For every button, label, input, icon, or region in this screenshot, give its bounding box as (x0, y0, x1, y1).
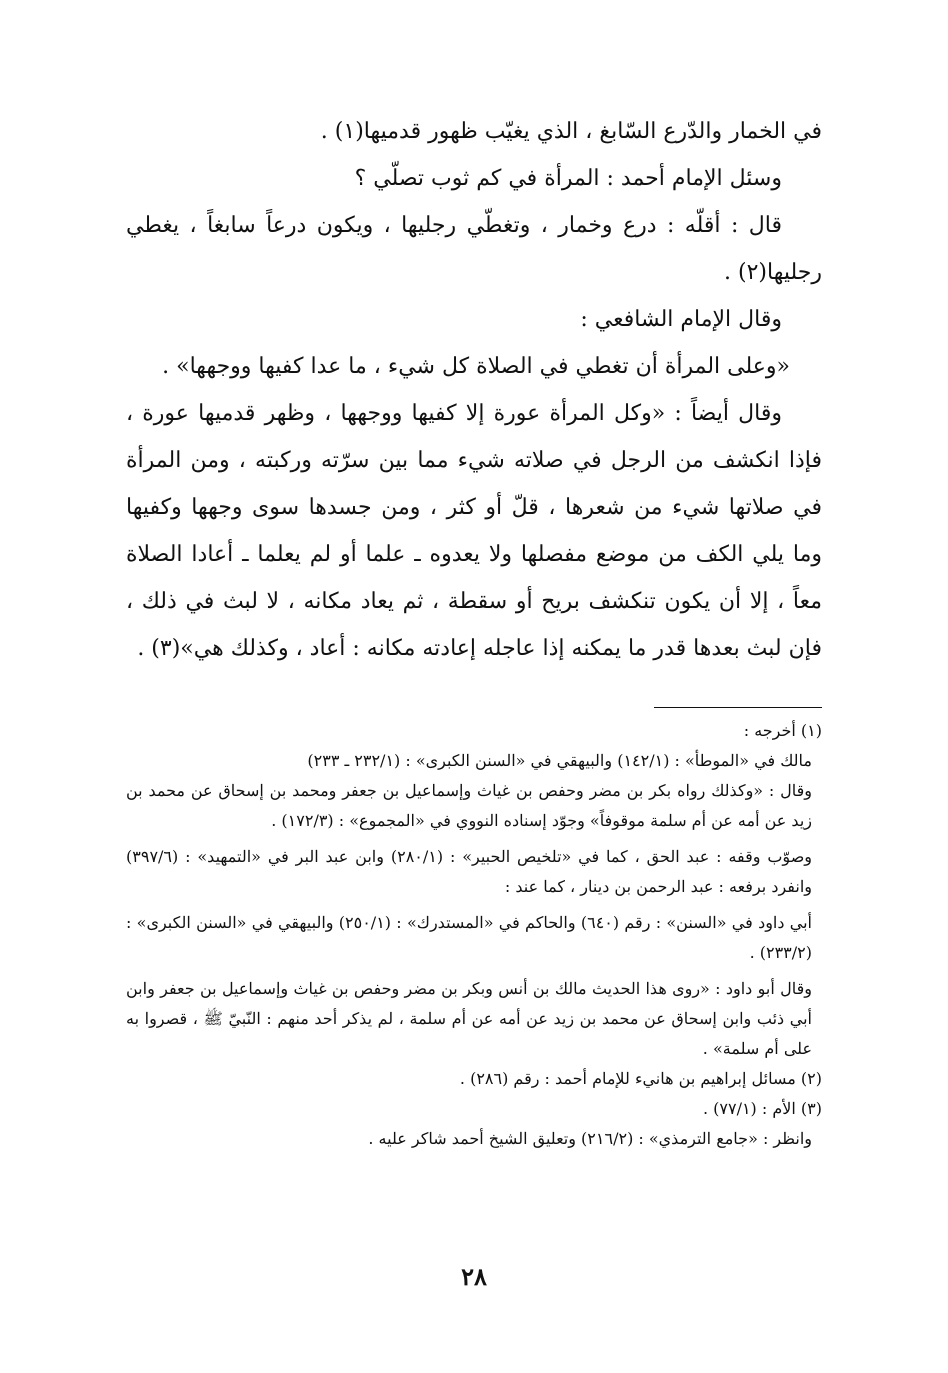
paragraph: قال : أقلّه : درع وخمار ، وتغطّي رجليها ، ويكون درعاً سابغاً ، يغطي رجليها(٢) . (126, 213, 822, 285)
footnote-line: وقال : «وكذلك رواه بكر بن مضر وحفص بن غياث وإسماعيل بن جعفر ومحمد بن إسحاق عن محمد بن زيد عن أمه عن أم سلمة موقوفاً» وجوّد إسناده النووي في «المجموع» : (١٧٢/٣) . (126, 781, 812, 830)
footnote-separator (654, 707, 822, 708)
quotation: «وعلى المرأة أن تغطي في الصلاة كل شيء ، ما عدا كفيها ووجهها» . (162, 354, 790, 379)
footnote-line: (٢) مسائل إبراهيم بن هانيء للإمام أحمد : رقم (٢٨٦) . (459, 1069, 822, 1088)
footnote-line: وقال أبو داود : «روى هذا الحديث مالك بن أنس وبكر بن مضر وحفص بن غياث وإسماعيل بن جعفر وابن أبي ذئب وابن إسحاق عن محمد بن زيد عن أمه عن أم سلمة ، لم يذكر أحد منهم : النّبيّ ﷺ ، قصروا به على أم سلمة» . (126, 979, 812, 1058)
footnote-line: مالك في «الموطأ» : (١٤٢/١) والبيهقي في «السنن الكبرى» : (٢٣٢/١ ـ ٢٣٣) (307, 751, 812, 770)
footnotes (126, 716, 822, 1154)
main-text (126, 108, 822, 672)
footnote-line: أبي داود في «السنن» : رقم (٦٤٠) والحاكم في «المستدرك» : (٢٥٠/١) والبيهقي في «السنن الكبرى» : (٢٣٣/٢) . (126, 913, 812, 962)
paragraph: وقال الإمام الشافعي : (580, 307, 782, 332)
footnote-line: وانظر : «جامع الترمذي» : (٢١٦/٢) وتعليق الشيخ أحمد شاكر عليه . (368, 1129, 812, 1148)
footnote-line: وصوّب وقفه : عبد الحق ، كما في «تلخيص الحبير» : (٢٨٠/١) وابن عبد البر في «التمهيد» : (٣٩٧/٦) وانفرد برفعه : عبد الرحمن بن دينار ، كما عند : (126, 847, 813, 896)
footnote-line: (٣) الأم : (٧٧/١) . (702, 1099, 822, 1118)
paragraph: وقال أيضاً : «وكل المرأة عورة إلا كفيها ووجهها ، وظهر قدميها عورة ، فإذا انكشف من الرجل في صلاته شيء مما بين سرّته وركبته ، ومن المرأة في صلاتها شيء من شعرها ، قلّ أو كثر ، ومن جسدها سوى وجهها وكفيها وما يلي الكف من موضع مفصلها ولا يعدوه ـ علما أو لم يعلما ـ أعادا الصلاة معاً ، إلا أن يكون تنكشف بريح أو سقطة ، ثم يعاد مكانه ، لا لبث في ذلك ، فإن لبث بعدها قدر ما يمكنه إذا عاجله إعادته مكانه : أعاد ، وكذلك هي»(٣) . (126, 401, 822, 661)
page-number: ٢٨ (461, 1262, 487, 1291)
paragraph: في الخمار والدّرع السّابغ ، الذي يغيّب ظهور قدميها(١) . (320, 119, 822, 144)
paragraph: وسئل الإمام أحمد : المرأة في كم ثوب تصلّي ؟ (354, 166, 782, 191)
footnote-line: (١) أخرجه : (743, 721, 822, 740)
